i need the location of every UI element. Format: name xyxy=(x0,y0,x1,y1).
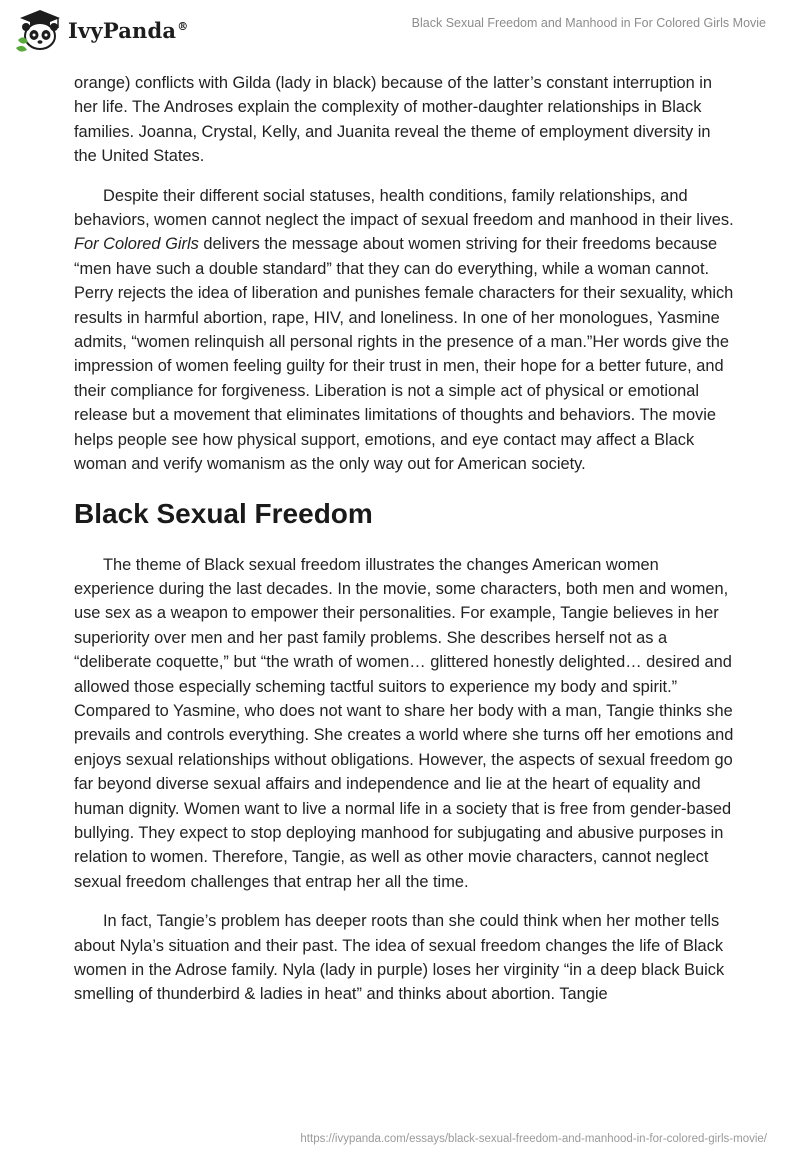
ivypanda-logo[interactable] xyxy=(14,8,188,52)
paragraph-sexual-freedom: The theme of Black sexual freedom illustrates the changes American women experience during the last decades. In the movie, some characters, both men and women, use sex as a weapon to empower their personalities. For example, Tangie believes in her superiority over men and her past family problems. She describes herself not as a “deliberate coquette,” but “the wrath of women… glittered honestly delighted… desired and allowed those especially scheming tactful suitors to experience my body and spirit.” Compared to Yasmine, who does not want to share her body with a man, Tangie thinks she prevails and controls everything. She creates a world where she turns off her emotions and enjoys sexual relationships without obligations. However, the aspects of sexual freedom go far beyond diverse sexual affairs and independence and lie at the heart of equality and human dignity. Women want to live a normal life in a society that is free from gender-based bullying. They expect to stop deploying manhood for subjugating and abusive purposes in relation to women. Therefore, Tangie, as well as other movie characters, cannot neglect sexual freedom challenges that entrap her all the time. xyxy=(74,555,734,891)
brand-name: IvyPanda® xyxy=(68,17,189,43)
essay-content xyxy=(74,71,734,1022)
panda-graduation-cap-icon xyxy=(14,8,62,52)
paragraph-continued: orange) conflicts with Gilda (lady in black) because of the latter’s constant interruption in her life. The Androses explain the complexity of mother-daughter relationships in Black families. Joanna, Crystal, Kelly, and Juanita reveal the theme of employment diversity in the United States. xyxy=(74,74,713,166)
section-heading: Black Sexual Freedom xyxy=(74,497,373,529)
movie-title-italic: For Colored Girls xyxy=(74,235,199,254)
running-title: Black Sexual Freedom and Manhood in For Colored Girls Movie xyxy=(411,16,766,30)
paragraph-freedom-manhood: Despite their different social statuses, health conditions, family relationships, and behaviors, women cannot neglect the impact of sexual freedom and manhood in their lives. For Colored Girls delivers the message about women striving for their freedoms because “men have such a double standard” that they can do everything, while a woman cannot. Perry rejects the idea of liberation and punishes female characters for their sexuality, which results in harmful abortion, rape, HIV, and loneliness. In one of her monologues, Yasmine admits, “women relinquish all personal rights in the presence of a man.”Her words give the impression of women feeling guilty for their trust in men, their hope for a better future, and their compliance for forgiveness. Liberation is not a simple act of physical or emotional release but a movement that eliminates limitations of thoughts and behaviors. The movie helps people see how physical support, emotions, and eye contact may affect a Black woman and verify womanism as the only way out for American society. xyxy=(74,186,734,474)
source-url[interactable]: https://ivypanda.com/essays/black-sexual-freedom-and-manhood-in-for-colored-girls-movie/ xyxy=(300,1133,767,1145)
page-header xyxy=(0,0,800,66)
paragraph-tangie-roots: In fact, Tangie’s problem has deeper roots than she could think when her mother tells about Nyla’s situation and their past. The idea of sexual freedom changes the life of Black women in the Adrose family. Nyla (lady in purple) loses her virginity “in a deep black Buick smelling of thunderbird & ladies in heat” and thinks about abortion. Tangie xyxy=(74,912,725,1004)
